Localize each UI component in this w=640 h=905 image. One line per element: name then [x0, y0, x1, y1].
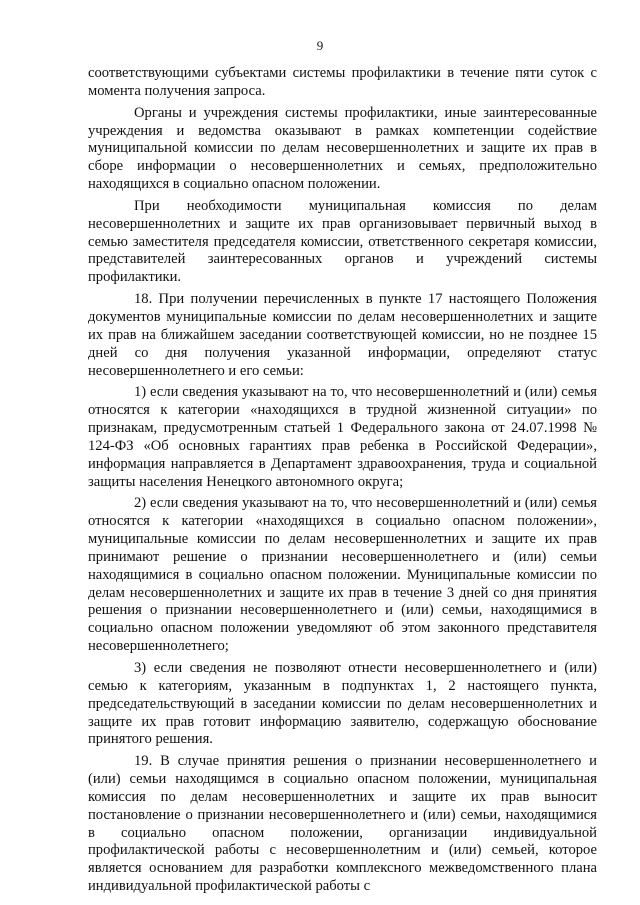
page-number: 9 [316, 38, 324, 53]
paragraph-item-19: 19. В случае принятия решения о признании несовершеннолетнего и (или) семьи находящимся в социально опасном положении, муниципальная комиссия по делам несовершеннолетних и защите их прав выносит постановление о признании несовершеннолетнего и (или) семьи, находящимися в социально опасном положении, организации индивидуальной профилактической работы с несовершеннолетним и (или) семьей, которое является основанием для разработки комплексного межведомственного плана индивидуальной профилактической работы с [88, 753, 597, 895]
document-body [88, 65, 597, 896]
paragraph-subitem-3: 3) если сведения не позволяют отнести несовершеннолетнего и (или) семью к категориям, указанным в подпунктах 1, 2 настоящего пункта, председательствующий в заседании комиссии по делам несовершеннолетних и защите их прав готовит информацию заявителю, содержащую обоснование принятого решения. [88, 660, 597, 748]
paragraph-first-visit: При необходимости муниципальная комиссия по делам несовершеннолетних и защите их прав организовывает первичный выход в семью заместителя председателя комиссии, ответственного секретаря комиссии, представителей заинтересованных органов и учреждений системы профилактики. [88, 197, 597, 286]
paragraph-subitem-2: 2) если сведения указывают на то, что несовершеннолетний и (или) семья относятся к категории «находящихся в социально опасном положении», муниципальные комиссии по делам несовершеннолетних и защите их прав принимают решение о признании несовершеннолетнего и (или) семьи находящимися в социально опасном положении. Муниципальные комиссии по делам несовершеннолетних и защите их прав в течение 3 дней со дня принятия решения о признании несовершеннолетнего и (или) семьи, находящимися в социально опасном положении уведомляют об этом законного представителя несовершеннолетнего; [88, 495, 597, 655]
paragraph-subitem-1: 1) если сведения указывают на то, что несовершеннолетний и (или) семья относятся к категории «находящихся в трудной жизненной ситуации» по признакам, предусмотренным статьей 1 Федерального закона от 24.07.1998 № 124-ФЗ «Об основных гарантиях прав ребенка в Российской Федерации», информация направляется в Департамент здравоохранения, труда и социальной защиты населения Ненецкого автономного округа; [88, 384, 597, 490]
paragraph-assistance: Органы и учреждения системы профилактики, иные заинтересованные учреждения и ведомства оказывают в рамках компетенции содействие муниципальной комиссии по делам несовершеннолетних и защите их прав в сборе информации о несовершеннолетних и семьях, предположительно находящихся в социально опасном положении. [88, 104, 597, 193]
paragraph-item-18: 18. При получении перечисленных в пункте 17 настоящего Положения документов муниципальные комиссии по делам несовершеннолетних и защите их прав на ближайшем заседании соответствующей комиссии, но не позднее 15 дней со дня получения указанной информации, определяют статус несовершеннолетнего и его семьи: [88, 291, 597, 379]
paragraph-continuation: соответствующими субъектами системы профилактики в течение пяти суток с момента получения запроса. [88, 65, 597, 99]
